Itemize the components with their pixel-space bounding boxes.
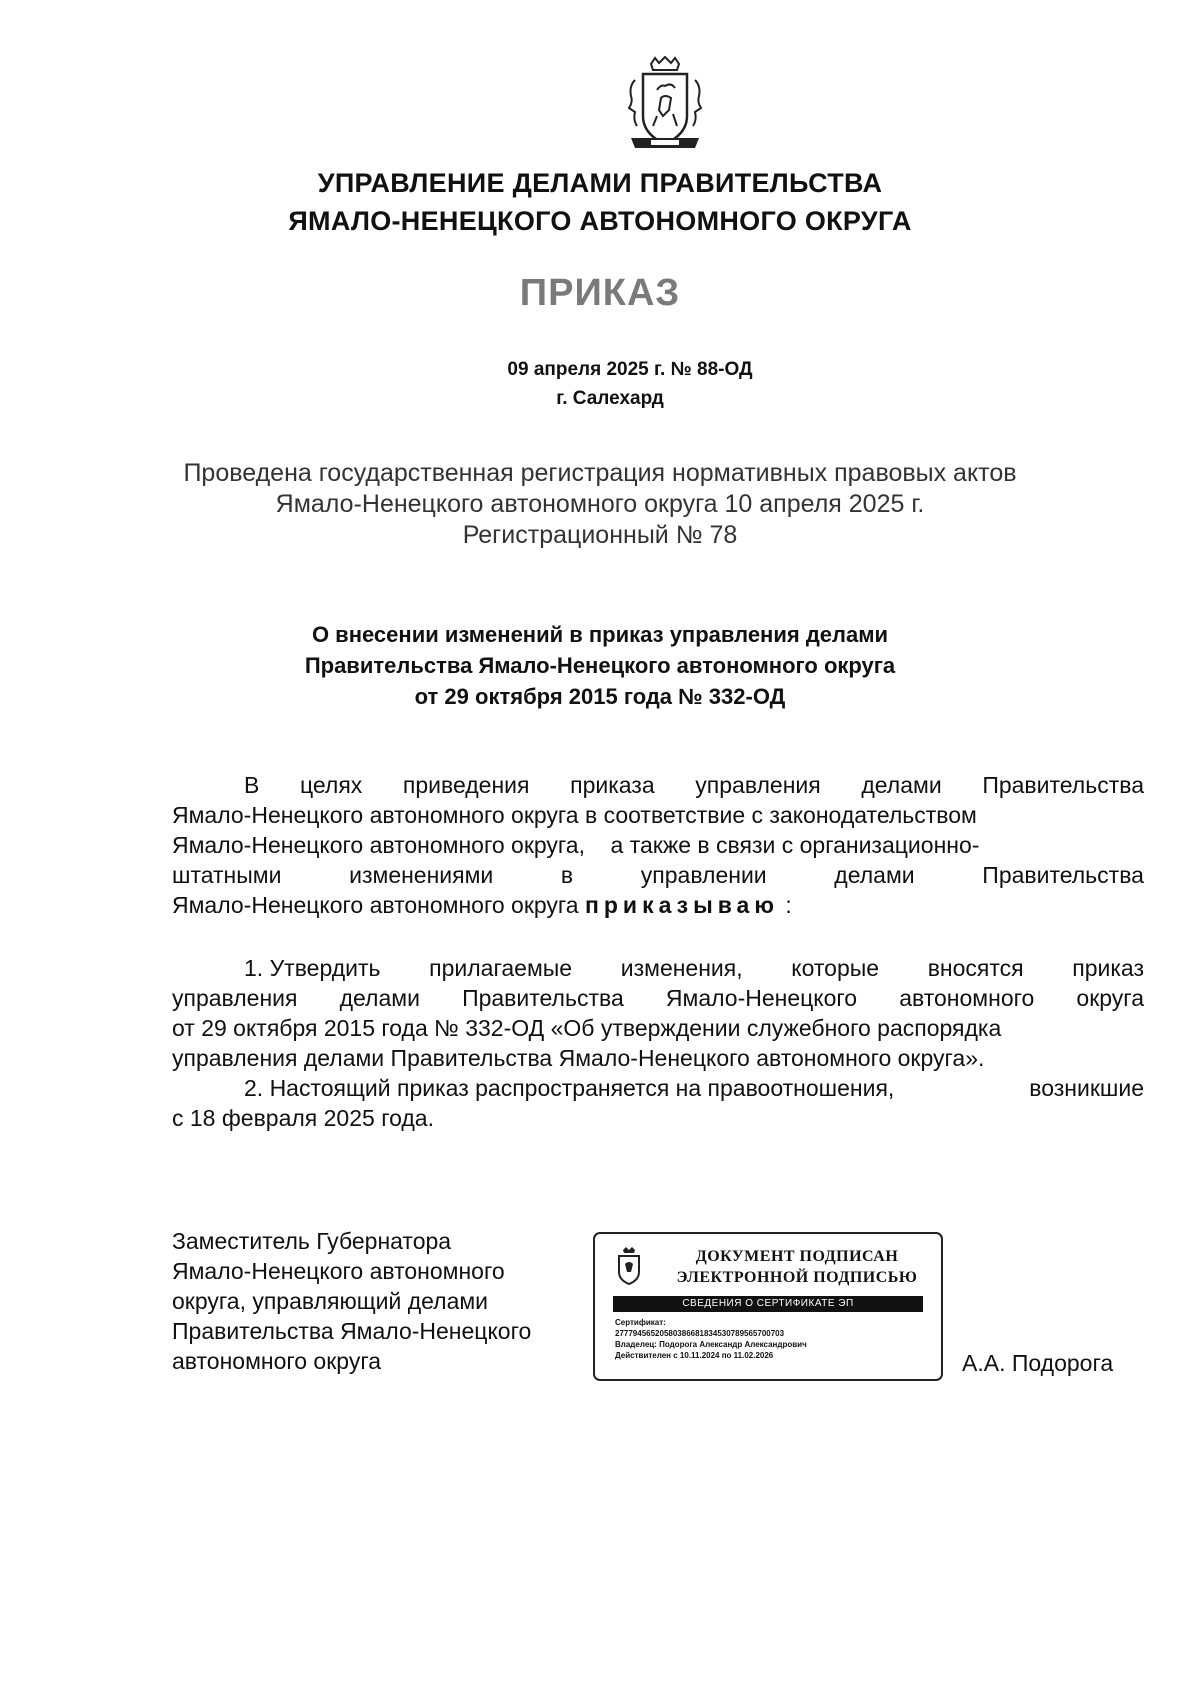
stamp-heading-line-2: ЭЛЕКТРОННОЙ ПОДПИСЬЮ <box>676 1269 918 1286</box>
stamp-heading-line-1: ДОКУМЕНТ ПОДПИСАН <box>695 1248 899 1265</box>
registration-line-1: Проведена государственная регистрация нормативных правовых актов <box>183 459 1017 487</box>
certificate-number: 27779456520580386681834530789565700703 <box>615 1329 785 1338</box>
word: целях <box>299 772 363 798</box>
word: которые <box>791 955 880 981</box>
certificate-owner: Владелец: Подорога Александр Александрович <box>615 1340 807 1349</box>
word: 1. Утвердить <box>244 955 381 981</box>
item-1-line-4: управления делами Правительства Ямало-Ненецкого автономного округа». <box>172 1045 985 1071</box>
item-2-text: 2. Настоящий приказ распространяется на правоотношения, <box>244 1075 895 1101</box>
word: Правительства <box>982 772 1144 798</box>
word: приказа <box>570 772 655 798</box>
word: изменения, <box>620 955 743 981</box>
order-title-line-1: О внесении изменений в приказ управления делами <box>311 622 889 647</box>
signer-position-line: Ямало-Ненецкого автономного <box>172 1258 505 1284</box>
certificate-label: Сертификат: <box>615 1318 666 1327</box>
word: Правительства <box>462 985 624 1011</box>
order-title-line-3: от 29 октября 2015 года № 332-ОД <box>414 684 786 709</box>
signer-position-line: Правительства Ямало-Ненецкого <box>172 1318 532 1344</box>
preamble-line-2: Ямало-Ненецкого автономного округа в соответствие с законодательством <box>172 802 977 828</box>
order-title-line-2: Правительства Ямало-Ненецкого автономного округа <box>304 653 896 678</box>
org-name-line-2: ЯМАЛО-НЕНЕЦКОГО АВТОНОМНОГО ОКРУГА <box>288 206 912 236</box>
signer-position-line: округа, управляющий делами <box>172 1288 489 1314</box>
word: округа <box>1076 985 1144 1011</box>
word: управлении <box>640 862 767 888</box>
signer-position <box>172 1226 531 1376</box>
word: управления <box>695 772 821 798</box>
certificate-validity: Действителен с 10.11.2024 по 11.02.2026 <box>615 1351 774 1360</box>
certificate-info-bar: СВЕДЕНИЯ О СЕРТИФИКАТЕ ЭП <box>613 1296 923 1312</box>
signer-position-line: автономного округа <box>172 1348 381 1374</box>
word: в <box>560 862 574 888</box>
item-1-line-1 <box>244 953 1144 983</box>
preamble-text: Ямало-Ненецкого автономного округа <box>172 892 579 918</box>
word: делами <box>339 985 420 1011</box>
word: возникшие <box>1029 1075 1144 1101</box>
preamble-line-4 <box>172 860 1144 890</box>
stamp-emblem-icon <box>613 1246 645 1286</box>
colon: : <box>779 892 792 918</box>
order-verb: приказываю <box>584 892 779 918</box>
electronic-signature-stamp <box>593 1232 943 1381</box>
city: г. Салехард <box>556 388 664 409</box>
word: прилагаемые <box>429 955 573 981</box>
word: делами <box>861 772 942 798</box>
registration-line-3: Регистрационный № 78 <box>462 521 738 549</box>
word: изменениями <box>349 862 494 888</box>
word: управления <box>172 985 298 1011</box>
word: автономного <box>899 985 1035 1011</box>
document-type-heading: ПРИКАЗ <box>519 272 681 314</box>
preamble-line-5 <box>172 890 1144 920</box>
signer-position-line: Заместитель Губернатора <box>172 1228 452 1254</box>
signer-name: А.А. Подорога <box>962 1350 1114 1376</box>
item-2-line-1 <box>244 1073 1144 1103</box>
coat-of-arms-emblem <box>621 56 709 154</box>
org-name-line-1: УПРАВЛЕНИЕ ДЕЛАМИ ПРАВИТЕЛЬСТВА <box>317 168 883 198</box>
item-1-line-3: от 29 октября 2015 года № 332-ОД «Об утверждении служебного распорядка <box>172 1015 1002 1041</box>
word: Правительства <box>982 862 1144 888</box>
certificate-details <box>615 1317 807 1361</box>
stamp-heading <box>657 1246 937 1288</box>
date-and-number: 09 апреля 2025 г. № 88-ОД <box>507 359 753 380</box>
word: приказ <box>1072 955 1144 981</box>
registration-line-2: Ямало-Ненецкого автономного округа 10 апреля 2025 г. <box>275 490 925 518</box>
word: вносятся <box>927 955 1024 981</box>
word: приведения <box>402 772 530 798</box>
word: штатными <box>172 862 282 888</box>
word: Ямало-Ненецкого <box>665 985 858 1011</box>
item-2-line-2: с 18 февраля 2025 года. <box>172 1105 434 1131</box>
word: В <box>244 772 260 798</box>
preamble-line-3: Ямало-Ненецкого автономного округа, а также в связи с организационно- <box>172 832 980 858</box>
preamble-line-1 <box>244 770 1144 800</box>
item-1-line-2 <box>172 983 1144 1013</box>
word: делами <box>834 862 915 888</box>
